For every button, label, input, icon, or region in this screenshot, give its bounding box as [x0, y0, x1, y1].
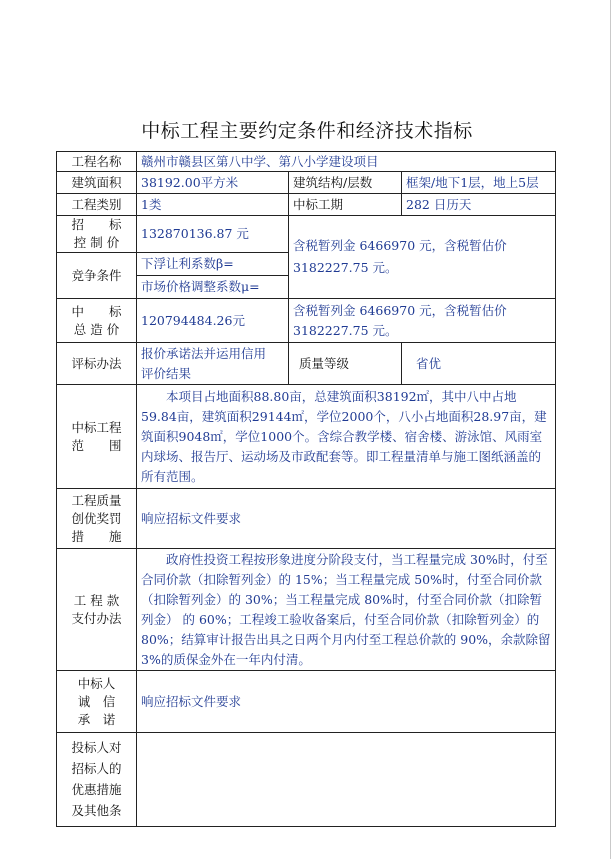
label-preferential-line1: 投标人对: [71, 740, 122, 755]
label-duration: 中标工期: [289, 194, 402, 216]
value-integrity: 响应招标文件要求: [137, 671, 556, 733]
label-quality-line3: 措 施: [71, 528, 122, 544]
label-quality-line2: 创优奖罚: [71, 510, 122, 526]
label-competition: 竞争条件: [57, 253, 137, 299]
label-control-price-line1: 招 标: [71, 217, 122, 232]
label-integrity-line1: 中标人: [77, 675, 116, 691]
value-provisional-bottom: [289, 299, 556, 343]
label-total-price-line1: 中 标: [71, 303, 122, 319]
label-scope: [57, 385, 137, 489]
row-integrity: [57, 671, 556, 733]
label-total-price-line2: 总 造 价: [73, 321, 120, 337]
label-payment-line1: 工 程 款: [73, 592, 120, 608]
label-scope-line1: 中标工程: [71, 419, 122, 435]
competition-beta: 下浮让利系数β=: [137, 253, 288, 276]
value-area: 38192.00平方米: [137, 172, 289, 194]
value-scope: 本项目占地面积88.80亩，总建筑面积38192㎡，其中八中占地59.84亩，建筑面积29144㎡，学位2000个，八小占地面积28.97亩，建筑面积9048㎡，学位1000个。含综合教学楼、宿舍楼、游泳馆、风雨室内球场、报告厅、运动场及市政配套等。即工程量清单与施工图纸涵盖的所有范围。: [137, 385, 556, 489]
document-title: 中标工程主要约定条件和经济技术指标: [141, 120, 473, 142]
label-integrity: [57, 671, 137, 733]
indicator-table: [56, 151, 556, 827]
value-category: 1类: [137, 194, 289, 216]
value-quality-grade: 省优: [402, 343, 556, 385]
row-total-price: [57, 299, 556, 343]
value-control-price: 132870136.87 元: [137, 216, 289, 253]
label-scope-line2: 范 围: [71, 437, 122, 453]
label-control-price-line2: 控 制 价: [73, 235, 120, 250]
row-area: [57, 172, 556, 194]
label-total-price: [57, 299, 137, 343]
label-category: 工程类别: [57, 194, 137, 216]
value-preferential: [137, 733, 556, 827]
value-project-name: 赣州市赣县区第八中学、第八小学建设项目: [137, 152, 556, 172]
evaluation-line1: 报价承诺法并运用信用: [141, 345, 267, 361]
label-control-price: [57, 216, 137, 253]
provisional-top-line1: 含税暂列金 6466970 元，含税暂估价: [293, 238, 507, 253]
row-category: [57, 194, 556, 216]
label-quality-grade: 质量等级: [289, 343, 402, 385]
label-payment: [57, 549, 137, 671]
competition-mu: 市场价格调整系数μ=: [141, 279, 260, 294]
row-scope: [57, 385, 556, 489]
label-quality: [57, 489, 137, 549]
row-evaluation: [57, 343, 556, 385]
label-integrity-line2: 诚 信: [77, 693, 116, 709]
label-area: 建筑面积: [57, 172, 137, 194]
label-project-name: 工程名称: [57, 152, 137, 172]
label-integrity-line3: 承 诺: [77, 711, 116, 727]
row-quality: [57, 489, 556, 549]
value-structure: 框架/地下1层，地上5层: [402, 172, 556, 194]
value-provisional-top: [289, 216, 556, 299]
value-duration: 282 日历天: [402, 194, 556, 216]
label-preferential: [57, 733, 137, 827]
row-payment: [57, 549, 556, 671]
provisional-bottom-line2: 3182227.75 元。: [293, 323, 398, 338]
value-quality: 响应招标文件要求: [137, 489, 556, 549]
label-quality-line1: 工程质量: [71, 492, 122, 508]
row-preferential: [57, 733, 556, 827]
label-preferential-line2: 招标人的: [71, 761, 122, 776]
evaluation-line2: 评价结果: [141, 365, 192, 381]
value-payment: 政府性投资工程按形象进度分阶段支付，当工程量完成 30%时，付至合同价款（扣除暂列金）的 15%；当工程量完成 50%时，付至合同价款（扣除暂列金）的 30%；当工程量完成 80%时，付至合同价款（扣除暂列金） 的 60%；工程竣工验收备案后，付至合同价款（扣除暂列金）的 80%；结算审计报告出具之日两个月内付至工程总价款的 90%，余款除留 3%的质保金外在一年内付清。: [137, 549, 556, 671]
value-competition: [137, 253, 289, 299]
label-payment-line2: 支付办法: [71, 610, 122, 626]
label-preferential-line3: 优惠措施: [71, 782, 122, 797]
value-total-price: 120794484.26元: [137, 299, 289, 343]
value-evaluation: [137, 343, 289, 385]
provisional-bottom-line1: 含税暂列金 6466970 元，含税暂估价: [293, 303, 507, 318]
row-control-price: [57, 216, 556, 253]
label-evaluation: 评标办法: [57, 343, 137, 385]
label-structure: 建筑结构/层数: [289, 172, 402, 194]
label-preferential-line4: 及其他条: [71, 803, 122, 818]
row-project-name: [57, 152, 556, 172]
provisional-top-line2: 3182227.75 元。: [293, 260, 398, 275]
